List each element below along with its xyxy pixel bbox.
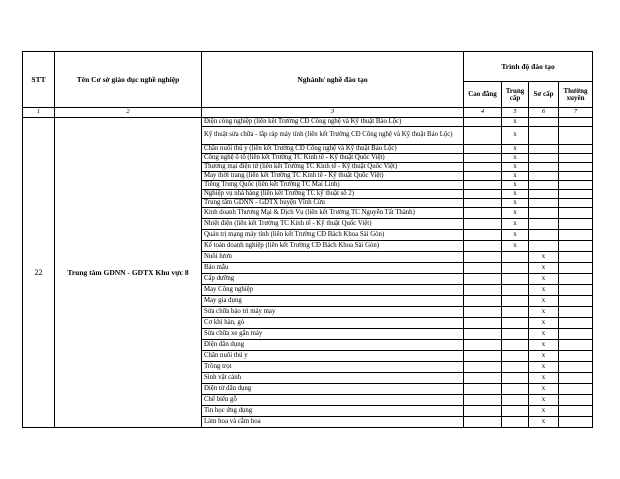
cao-dang-cell [464, 127, 502, 145]
so-cap-cell [529, 230, 559, 241]
table-row [23, 118, 593, 127]
thuong-xuyen-cell [559, 163, 593, 172]
program-name-cell: Sửa chữa bảo trì máy may [202, 307, 464, 318]
cao-dang-cell [464, 406, 502, 417]
program-name-cell: Sửa chữa xe gắn máy [202, 329, 464, 340]
header-thuong-xuyen: Thường xuyên [559, 82, 593, 108]
program-name-cell: Điện tử dân dụng [202, 384, 464, 395]
trung-cap-cell: x [502, 145, 529, 154]
program-name-cell: May Công nghiệp [202, 285, 464, 296]
program-name-cell: Chăn nuôi thú y (liên kết Trường CĐ Công nghệ và Kỹ thuật Bảo Lộc) [202, 145, 464, 154]
program-name-cell: Trung tâm GDNN - GDTX huyện Vĩnh Cửu [202, 199, 464, 208]
cao-dang-cell [464, 395, 502, 406]
column-index: 4 [464, 108, 502, 118]
trung-cap-cell: x [502, 154, 529, 163]
so-cap-cell [529, 190, 559, 199]
trung-cap-cell [502, 373, 529, 384]
table-header [23, 52, 593, 118]
thuong-xuyen-cell [559, 318, 593, 329]
thuong-xuyen-cell [559, 384, 593, 395]
program-name-cell: Kỹ thuật sửa chữa - lắp ráp máy tính (liên kết Trường CĐ Công nghệ và Kỹ thuật Bảo Lộc) [202, 127, 464, 145]
cao-dang-cell [464, 384, 502, 395]
program-name-cell: Sinh vật cảnh [202, 373, 464, 384]
cao-dang-cell [464, 274, 502, 285]
thuong-xuyen-cell [559, 199, 593, 208]
trung-cap-cell [502, 340, 529, 351]
program-name-cell: Trồng trọt [202, 362, 464, 373]
so-cap-cell: x [529, 274, 559, 285]
cao-dang-cell [464, 241, 502, 252]
program-name-cell: Chế biến gỗ [202, 395, 464, 406]
trung-cap-cell [502, 285, 529, 296]
cao-dang-cell [464, 118, 502, 127]
cao-dang-cell [464, 219, 502, 230]
program-name-cell: Điện công nghiệp (liên kết Trường CĐ Công nghệ và Kỹ thuật Bảo Lộc) [202, 118, 464, 127]
thuong-xuyen-cell [559, 263, 593, 274]
thuong-xuyen-cell [559, 362, 593, 373]
so-cap-cell [529, 172, 559, 181]
cao-dang-cell [464, 181, 502, 190]
header-cao-dang: Cao đẳng [464, 82, 502, 108]
cao-dang-cell [464, 417, 502, 428]
trung-cap-cell [502, 274, 529, 285]
header-school: Tên Cơ sở giáo dục nghề nghiệp [55, 52, 202, 108]
so-cap-cell [529, 181, 559, 190]
thuong-xuyen-cell [559, 252, 593, 263]
header-so-cap: Sơ cấp [529, 82, 559, 108]
so-cap-cell: x [529, 307, 559, 318]
trung-cap-cell [502, 329, 529, 340]
so-cap-cell [529, 154, 559, 163]
thuong-xuyen-cell [559, 395, 593, 406]
thuong-xuyen-cell [559, 296, 593, 307]
cao-dang-cell [464, 252, 502, 263]
trung-cap-cell [502, 351, 529, 362]
so-cap-cell: x [529, 252, 559, 263]
cao-dang-cell [464, 145, 502, 154]
cao-dang-cell [464, 318, 502, 329]
program-name-cell: Công nghệ ô tô (liên kết Trường TC Kinh tế - Kỹ thuật Quốc Việt) [202, 154, 464, 163]
so-cap-cell: x [529, 340, 559, 351]
program-name-cell: Bảo mẫu [202, 263, 464, 274]
thuong-xuyen-cell [559, 118, 593, 127]
program-name-cell: May gia dụng [202, 296, 464, 307]
trung-cap-cell: x [502, 181, 529, 190]
thuong-xuyen-cell [559, 154, 593, 163]
thuong-xuyen-cell [559, 351, 593, 362]
column-index: 6 [529, 108, 559, 118]
trung-cap-cell: x [502, 163, 529, 172]
thuong-xuyen-cell [559, 145, 593, 154]
thuong-xuyen-cell [559, 373, 593, 384]
cao-dang-cell [464, 230, 502, 241]
cao-dang-cell [464, 329, 502, 340]
program-name-cell: Thương mại điện tử (liên kết Trường TC Kinh tế - Kỹ thuật Quốc Việt) [202, 163, 464, 172]
so-cap-cell [529, 208, 559, 219]
so-cap-cell: x [529, 362, 559, 373]
so-cap-cell: x [529, 406, 559, 417]
trung-cap-cell: x [502, 219, 529, 230]
thuong-xuyen-cell [559, 127, 593, 145]
program-name-cell: Điện dân dụng [202, 340, 464, 351]
trung-cap-cell: x [502, 199, 529, 208]
so-cap-cell [529, 199, 559, 208]
program-name-cell: Nghiệp vụ nhà hàng (liên kết Trường TC kỹ thuật số 2) [202, 190, 464, 199]
so-cap-cell: x [529, 318, 559, 329]
stt-cell: 22 [23, 118, 55, 428]
cao-dang-cell [464, 296, 502, 307]
trung-cap-cell: x [502, 190, 529, 199]
thuong-xuyen-cell [559, 219, 593, 230]
trung-cap-cell [502, 252, 529, 263]
table-body [23, 118, 593, 428]
trung-cap-cell: x [502, 118, 529, 127]
thuong-xuyen-cell [559, 417, 593, 428]
header-stt: STT [23, 52, 55, 108]
trung-cap-cell: x [502, 230, 529, 241]
program-name-cell: Nuôi lươn [202, 252, 464, 263]
thuong-xuyen-cell [559, 190, 593, 199]
cao-dang-cell [464, 190, 502, 199]
column-index: 1 [23, 108, 55, 118]
column-index: 5 [502, 108, 529, 118]
so-cap-cell: x [529, 285, 559, 296]
header-level-group: Trình độ đào tạo [464, 52, 593, 82]
thuong-xuyen-cell [559, 172, 593, 181]
thuong-xuyen-cell [559, 307, 593, 318]
program-name-cell: Tin học ứng dụng [202, 406, 464, 417]
trung-cap-cell [502, 395, 529, 406]
thuong-xuyen-cell [559, 208, 593, 219]
program-name-cell: Chăn nuôi thú y [202, 351, 464, 362]
cao-dang-cell [464, 362, 502, 373]
cao-dang-cell [464, 172, 502, 181]
header-trung-cap: Trung cấp [502, 82, 529, 108]
thuong-xuyen-cell [559, 329, 593, 340]
cao-dang-cell [464, 208, 502, 219]
so-cap-cell: x [529, 373, 559, 384]
so-cap-cell: x [529, 395, 559, 406]
program-name-cell: Cấp dưỡng [202, 274, 464, 285]
cao-dang-cell [464, 154, 502, 163]
thuong-xuyen-cell [559, 340, 593, 351]
trung-cap-cell [502, 307, 529, 318]
trung-cap-cell: x [502, 241, 529, 252]
trung-cap-cell: x [502, 127, 529, 145]
cao-dang-cell [464, 351, 502, 362]
cao-dang-cell [464, 373, 502, 384]
so-cap-cell: x [529, 296, 559, 307]
program-name-cell: Kinh doanh Thương Mại & Dịch Vụ (liên kết Trường TC Nguyễn Tất Thành) [202, 208, 464, 219]
trung-cap-cell [502, 318, 529, 329]
thuong-xuyen-cell [559, 406, 593, 417]
program-name-cell: Nhiệt điện (liên kết Trường TC Kinh tế - Kỹ thuật Quốc Việt) [202, 219, 464, 230]
trung-cap-cell [502, 362, 529, 373]
thuong-xuyen-cell [559, 230, 593, 241]
so-cap-cell: x [529, 329, 559, 340]
column-index: 7 [559, 108, 593, 118]
cao-dang-cell [464, 307, 502, 318]
trung-cap-cell: x [502, 208, 529, 219]
trung-cap-cell [502, 263, 529, 274]
so-cap-cell: x [529, 384, 559, 395]
trung-cap-cell [502, 296, 529, 307]
trung-cap-cell [502, 417, 529, 428]
program-name-cell: Tiếng Trung Quốc (liên kết Trường TC Mai Linh) [202, 181, 464, 190]
so-cap-cell [529, 219, 559, 230]
cao-dang-cell [464, 285, 502, 296]
so-cap-cell: x [529, 263, 559, 274]
training-table [22, 51, 593, 428]
cao-dang-cell [464, 263, 502, 274]
so-cap-cell [529, 118, 559, 127]
so-cap-cell [529, 163, 559, 172]
thuong-xuyen-cell [559, 181, 593, 190]
trung-cap-cell [502, 406, 529, 417]
program-name-cell: Làm hoa và cắm hoa [202, 417, 464, 428]
program-name-cell: Quản trị mạng máy tính (liên kết Trường CĐ Bách Khoa Sài Gòn) [202, 230, 464, 241]
trung-cap-cell [502, 384, 529, 395]
cao-dang-cell [464, 199, 502, 208]
column-index: 2 [55, 108, 202, 118]
program-name-cell: Cơ khí hàn, gò [202, 318, 464, 329]
so-cap-cell [529, 127, 559, 145]
so-cap-cell: x [529, 417, 559, 428]
so-cap-cell: x [529, 351, 559, 362]
so-cap-cell [529, 241, 559, 252]
so-cap-cell [529, 145, 559, 154]
column-index-row [23, 108, 593, 118]
trung-cap-cell: x [502, 172, 529, 181]
program-name-cell: May thời trang (liên kết Trường TC Kinh tế - Kỹ thuật Quốc Việt) [202, 172, 464, 181]
cao-dang-cell [464, 163, 502, 172]
thuong-xuyen-cell [559, 241, 593, 252]
cao-dang-cell [464, 340, 502, 351]
header-program: Nghành/ nghề đào tạo [202, 52, 464, 108]
thuong-xuyen-cell [559, 274, 593, 285]
program-name-cell: Kế toán doanh nghiệp (liên kết Trường CĐ Bách Khoa Sài Gòn) [202, 241, 464, 252]
thuong-xuyen-cell [559, 285, 593, 296]
school-name-cell: Trung tâm GDNN - GDTX Khu vực 8 [55, 118, 202, 428]
column-index: 3 [202, 108, 464, 118]
